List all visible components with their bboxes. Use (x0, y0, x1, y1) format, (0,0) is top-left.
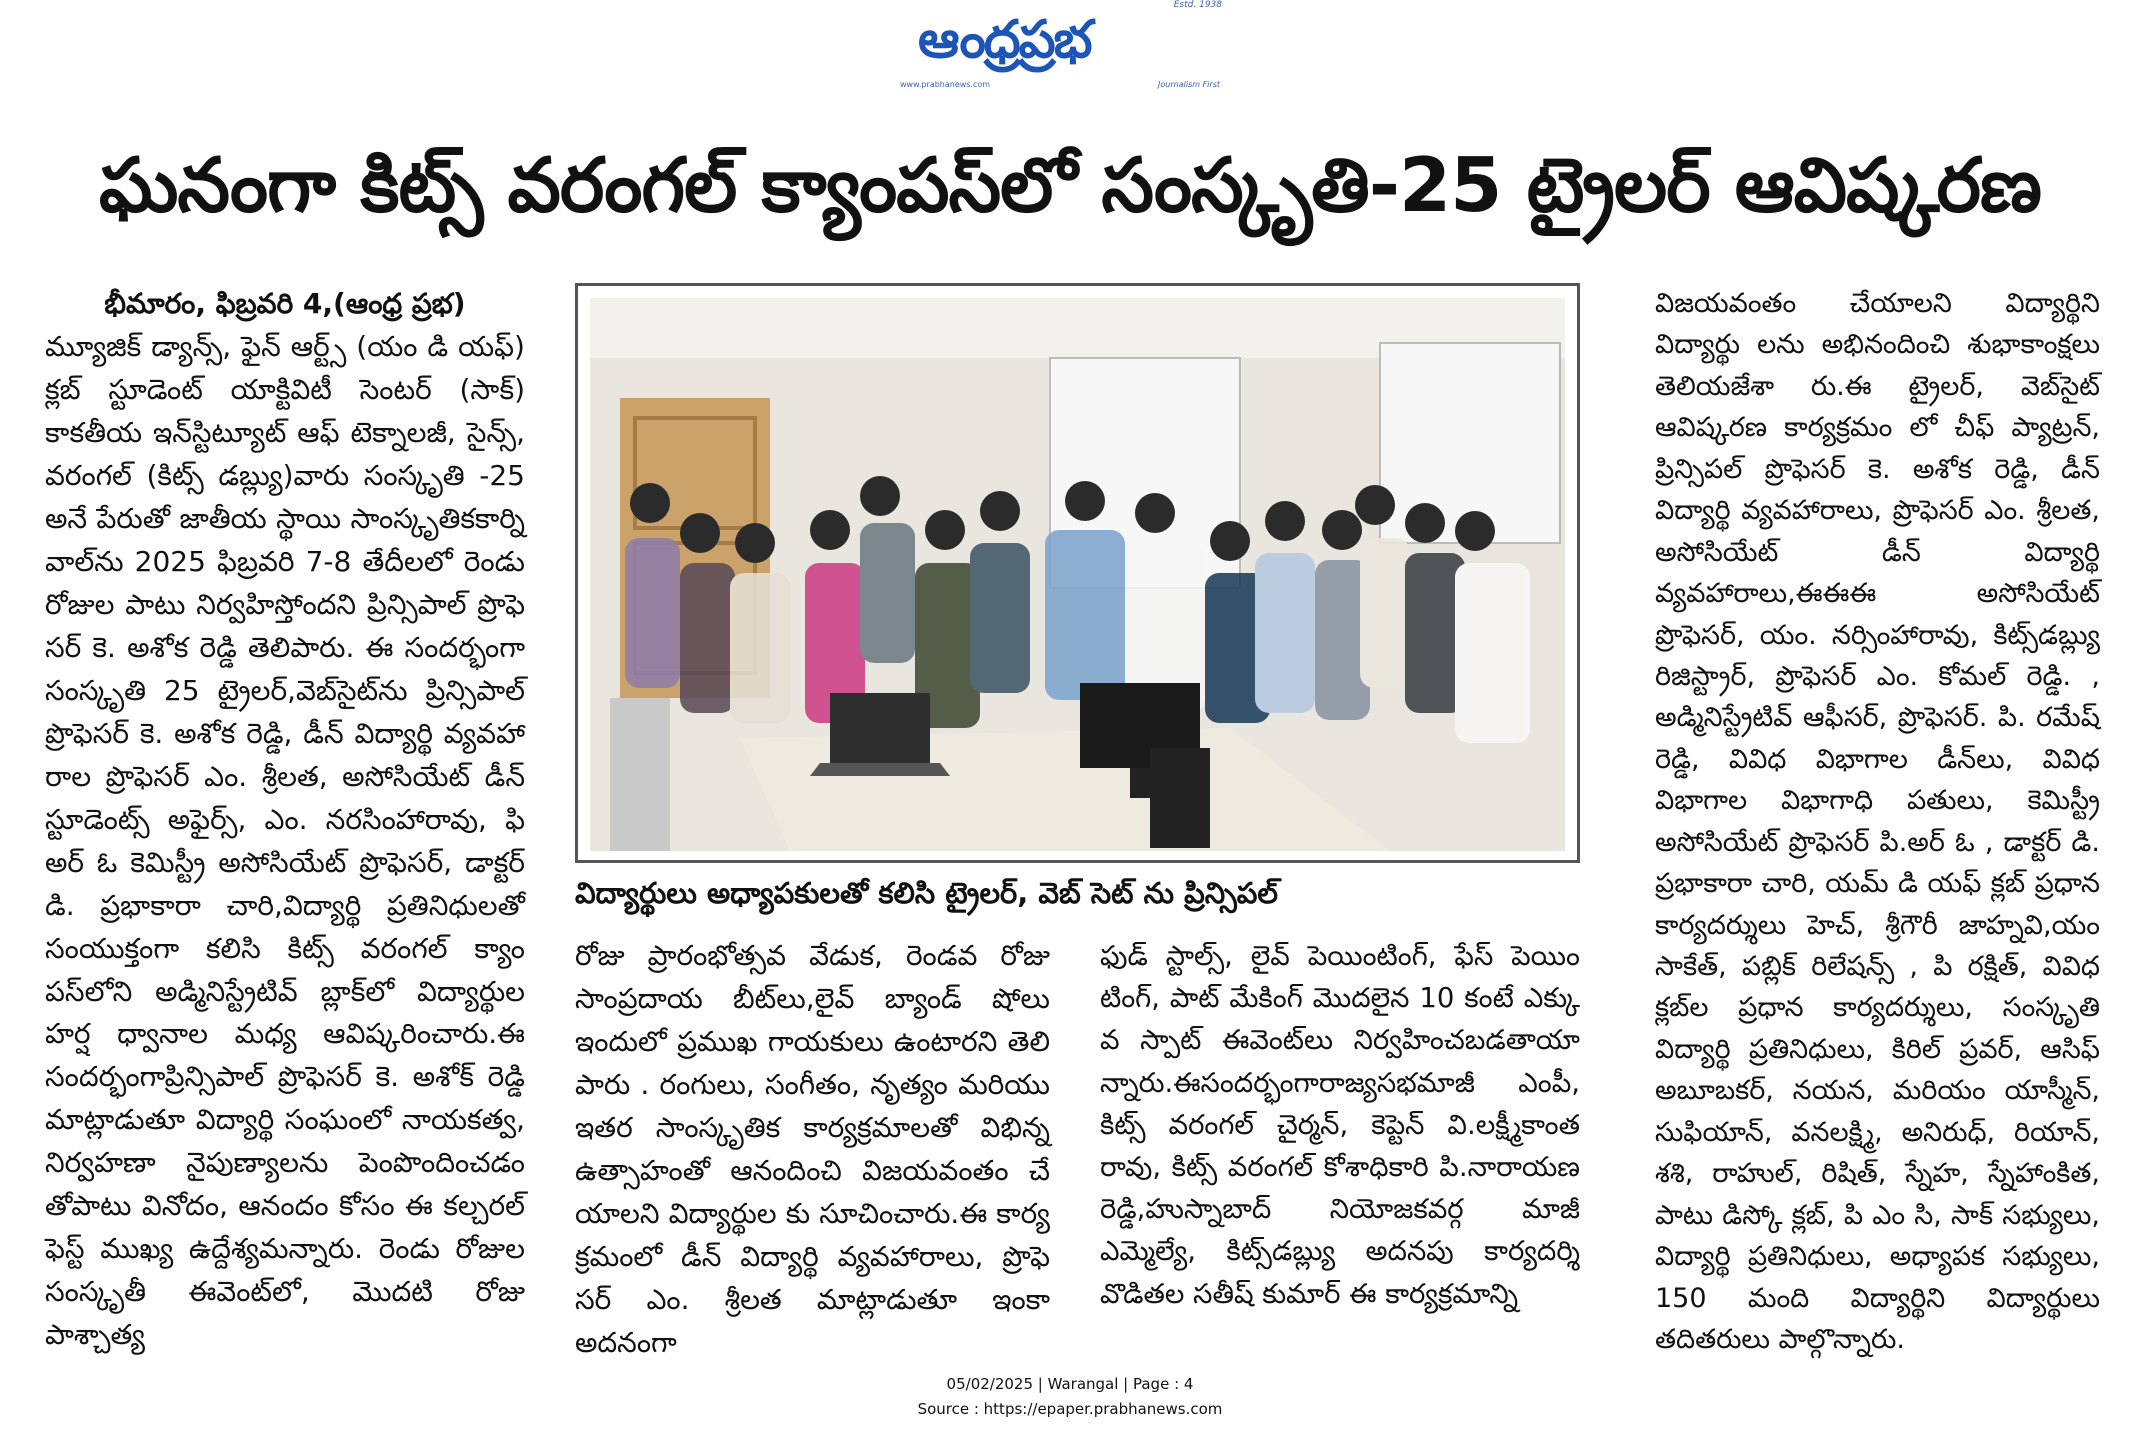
article-column-4 (1655, 283, 2100, 1360)
masthead (900, 0, 1240, 95)
photo-frame (575, 283, 1580, 863)
masthead-logo: ఆంధ్రప్రభ (918, 10, 1091, 70)
article-column-2 (575, 935, 1050, 1365)
masthead-url: www.prabhanews.com (900, 80, 991, 89)
article-text-4: విజయవంతం చేయాలని విద్యార్థిని విద్యార్థు లను అభినందించి శుభాకాంక్షలు తెలియజేశా రు.ఈ ట్రైలర్, వెబ్‌సైట్ ఆవిష్కరణ కార్యక్రమం లో చీఫ్ ప్యాట్రన్, ప్రిన్సిపల్ ప్రొఫెసర్ కె. అశోక రెడ్డి, డీన్ విద్యార్థి వ్యవహారాలు, ప్రొఫెసర్ ఎం. శ్రీలత, అసోసియేట్ డీన్ విద్యార్థి వ్యవహారాలు,ఈఈఈ అసోసియేట్ ప్రొఫెసర్, యం. నర్సింహారావు, కిట్స్‌డబ్ల్యు రిజిస్ట్రార్, ప్రొఫెసర్ ఎం. కోమల్ రెడ్డి. , అడ్మినిస్ట్రేటివ్ ఆఫీసర్, ప్రొఫెసర్. పి. రమేష్ రెడ్డి, వివిధ విభాగాల డీన్‌లు, వివిధ విభాగాల విభాగాధి పతులు, కెమిస్ట్రీ అసోసియేట్ ప్రొఫెసర్ పి.అర్ ఓ , డాక్టర్ డి. ప్రభాకారా చారి, యమ్ డి యఫ్ క్లబ్ ప్రధాన కార్యదర్శులు హెచ్, శ్రీగౌరీ జాహ్నవి,యం సాకేత్, పబ్లిక్ రిలేషన్స్ , పి రక్షిత్, వివిధ క్లబ్‌ల ప్రధాన కార్యదర్శులు, సంస్కృతి విద్యార్థి ప్రతినిధులు, కిరిల్ ప్రవర్, ఆసిఫ్ అబూబకర్, నయన, మరియం యాస్మీన్, సుఫియాన్, వనలక్ష్మి, అనిరుధ్, రియాన్, శశి, రాహుల్, రిషిత్, స్నేహ, స్నేహాంకిత, పాటు డిస్కో క్లబ్, పి ఎం సి, సాక్ సభ్యులు, విద్యార్థి ప్రతినిధులు, అధ్యాపక సభ్యులు, 150 మంది విద్యార్థిని విద్యార్థులు తదితరులు పాల్గొన్నారు. (1655, 288, 2100, 1355)
masthead-estd: Estd. 1938 (1173, 0, 1222, 10)
dateline: భీమారం, ఫిబ్రవరి 4,(ఆంధ్ర ప్రభ) (104, 287, 466, 320)
photo-caption: విద్యార్థులు అధ్యాపకులతో కలిసి ట్రైలర్, వెబ్ సెట్ ను ప్రిన్సిపల్ (575, 876, 1278, 910)
masthead-tagline: Journalism First (1158, 80, 1220, 89)
article-column-1 (45, 283, 525, 1357)
article-column-3 (1100, 935, 1580, 1315)
article-text-1: మ్యూజిక్ డ్యాన్స్, ఫైన్ ఆర్ట్స్ (యం డి యఫ్) క్లబ్ స్టూడెంట్ యాక్టివిటీ సెంటర్ (సాక్) కాకతీయ ఇన్‌స్టిట్యూట్ ఆఫ్ టెక్నాలజీ, సైన్స్, వరంగల్ (కిట్స్ డబ్ల్యు)వారు సంస్కృతి -25 అనే పేరుతో జాతీయ స్థాయి సాంస్కృతికకార్ని వాల్‌ను 2025 ఫిబ్రవరి 7-8 తేదీలలో రెండు రోజుల పాటు నిర్వహిస్తోందని ప్రిన్సిపాల్ ప్రొఫె సర్ కె. అశోక రెడ్డి తెలిపారు. ఈ సందర్భంగా సంస్కృతి 25 ట్రైలర్,వెబ్‌సైట్‌ను ప్రిన్సిపాల్ ప్రొఫెసర్ కె. అశోక రెడ్డి, డీన్ విద్యార్థి వ్యవహా రాల ప్రొఫెసర్ ఎం. శ్రీలత, అసోసియేట్ డీన్ స్టూడెంట్స్ అఫైర్స్, ఎం. నరసింహారావు, ఫి అర్ ఓ కెమిస్ట్రీ అసోసియేట్ ప్రొఫెసర్, డాక్టర్ డి. ప్రభాకారా చారి,విద్యార్థి ప్రతినిధులతో సంయుక్తంగా కలిసి కిట్స్ వరంగల్ క్యాం పస్‌లోని అడ్మినిస్ట్రేటివ్ బ్లాక్‌లో విద్యార్థుల హర్ష ధ్వానాల మధ్య ఆవిష్కరించారు.ఈ సందర్భంగాప్రిన్సిపాల్ ప్రొఫెసర్ కె. అశోక్ రెడ్డి మాట్లాడుతూ విద్యార్థి సంఘంలో నాయకత్వ, నిర్వహణా నైపుణ్యాలను పెంపొందించడం తోపాటు వినోదం, ఆనందం కోసం ఈ కల్చరల్ ఫెస్ట్ ముఖ్య ఉద్దేశ్యమన్నారు. రెండు రోజుల సంస్కృతీ ఈవెంట్‌లో, మొదటి రోజు పాశ్చాత్య (45, 329, 525, 1352)
footer-date-line: 05/02/2025 | Warangal | Page : 4 (946, 1375, 1194, 1393)
event-photo (590, 298, 1565, 851)
footer-source: Source : https://epaper.prabhanews.com (917, 1400, 1223, 1418)
article-text-3: ఫుడ్ స్టాల్స్, లైవ్ పెయింటింగ్, ఫేస్ పెయిం టింగ్, పాట్ మేకింగ్ మొదలైన 10 కంటే ఎక్కు వ స్పాట్ ఈవెంట్‌లు నిర్వహించబడతాయా న్నారు.ఈసందర్భంగారాజ్యసభమాజీ ఎంపీ, కిట్స్ వరంగల్ చైర్మన్, కెప్టెన్ వి.లక్ష్మీకాంత రావు, కిట్స్ వరంగల్ కోశాధికారి పి.నారాయణ రెడ్డి,హుస్నాబాద్ నియోజకవర్గ మాజీ ఎమ్మెల్యే, కిట్స్‌డబ్ల్యు అదనపు కార్యదర్శి వొడితల సతీష్ కుమార్ ఈ కార్యక్రమాన్ని (1100, 940, 1580, 1310)
headline: ఘనంగా కిట్స్ వరంగల్ క్యాంపస్‌లో సంస్కృతి-25 ట్రైలర్ ఆవిష్కరణ (99, 141, 2041, 229)
article-text-2: రోజు ప్రారంభోత్సవ వేడుక, రెండవ రోజు సాంప్రదాయ బీట్‌లు,లైవ్ బ్యాండ్ షోలు ఇందులో ప్రముఖ గాయకులు ఉంటారని తెలి పారు . రంగులు, సంగీతం, నృత్యం మరియు ఇతర సాంస్కృతిక కార్యక్రమాలతో విభిన్న ఉత్సాహంతో ఆనందించి విజయవంతం చే యాలని విద్యార్థుల కు సూచించారు.ఈ కార్య క్రమంలో డీన్ విద్యార్థి వ్యవహారాలు, ప్రొఫె సర్ ఎం. శ్రీలత మాట్లాడుతూ ఇంకా అదనంగా (575, 939, 1050, 1359)
